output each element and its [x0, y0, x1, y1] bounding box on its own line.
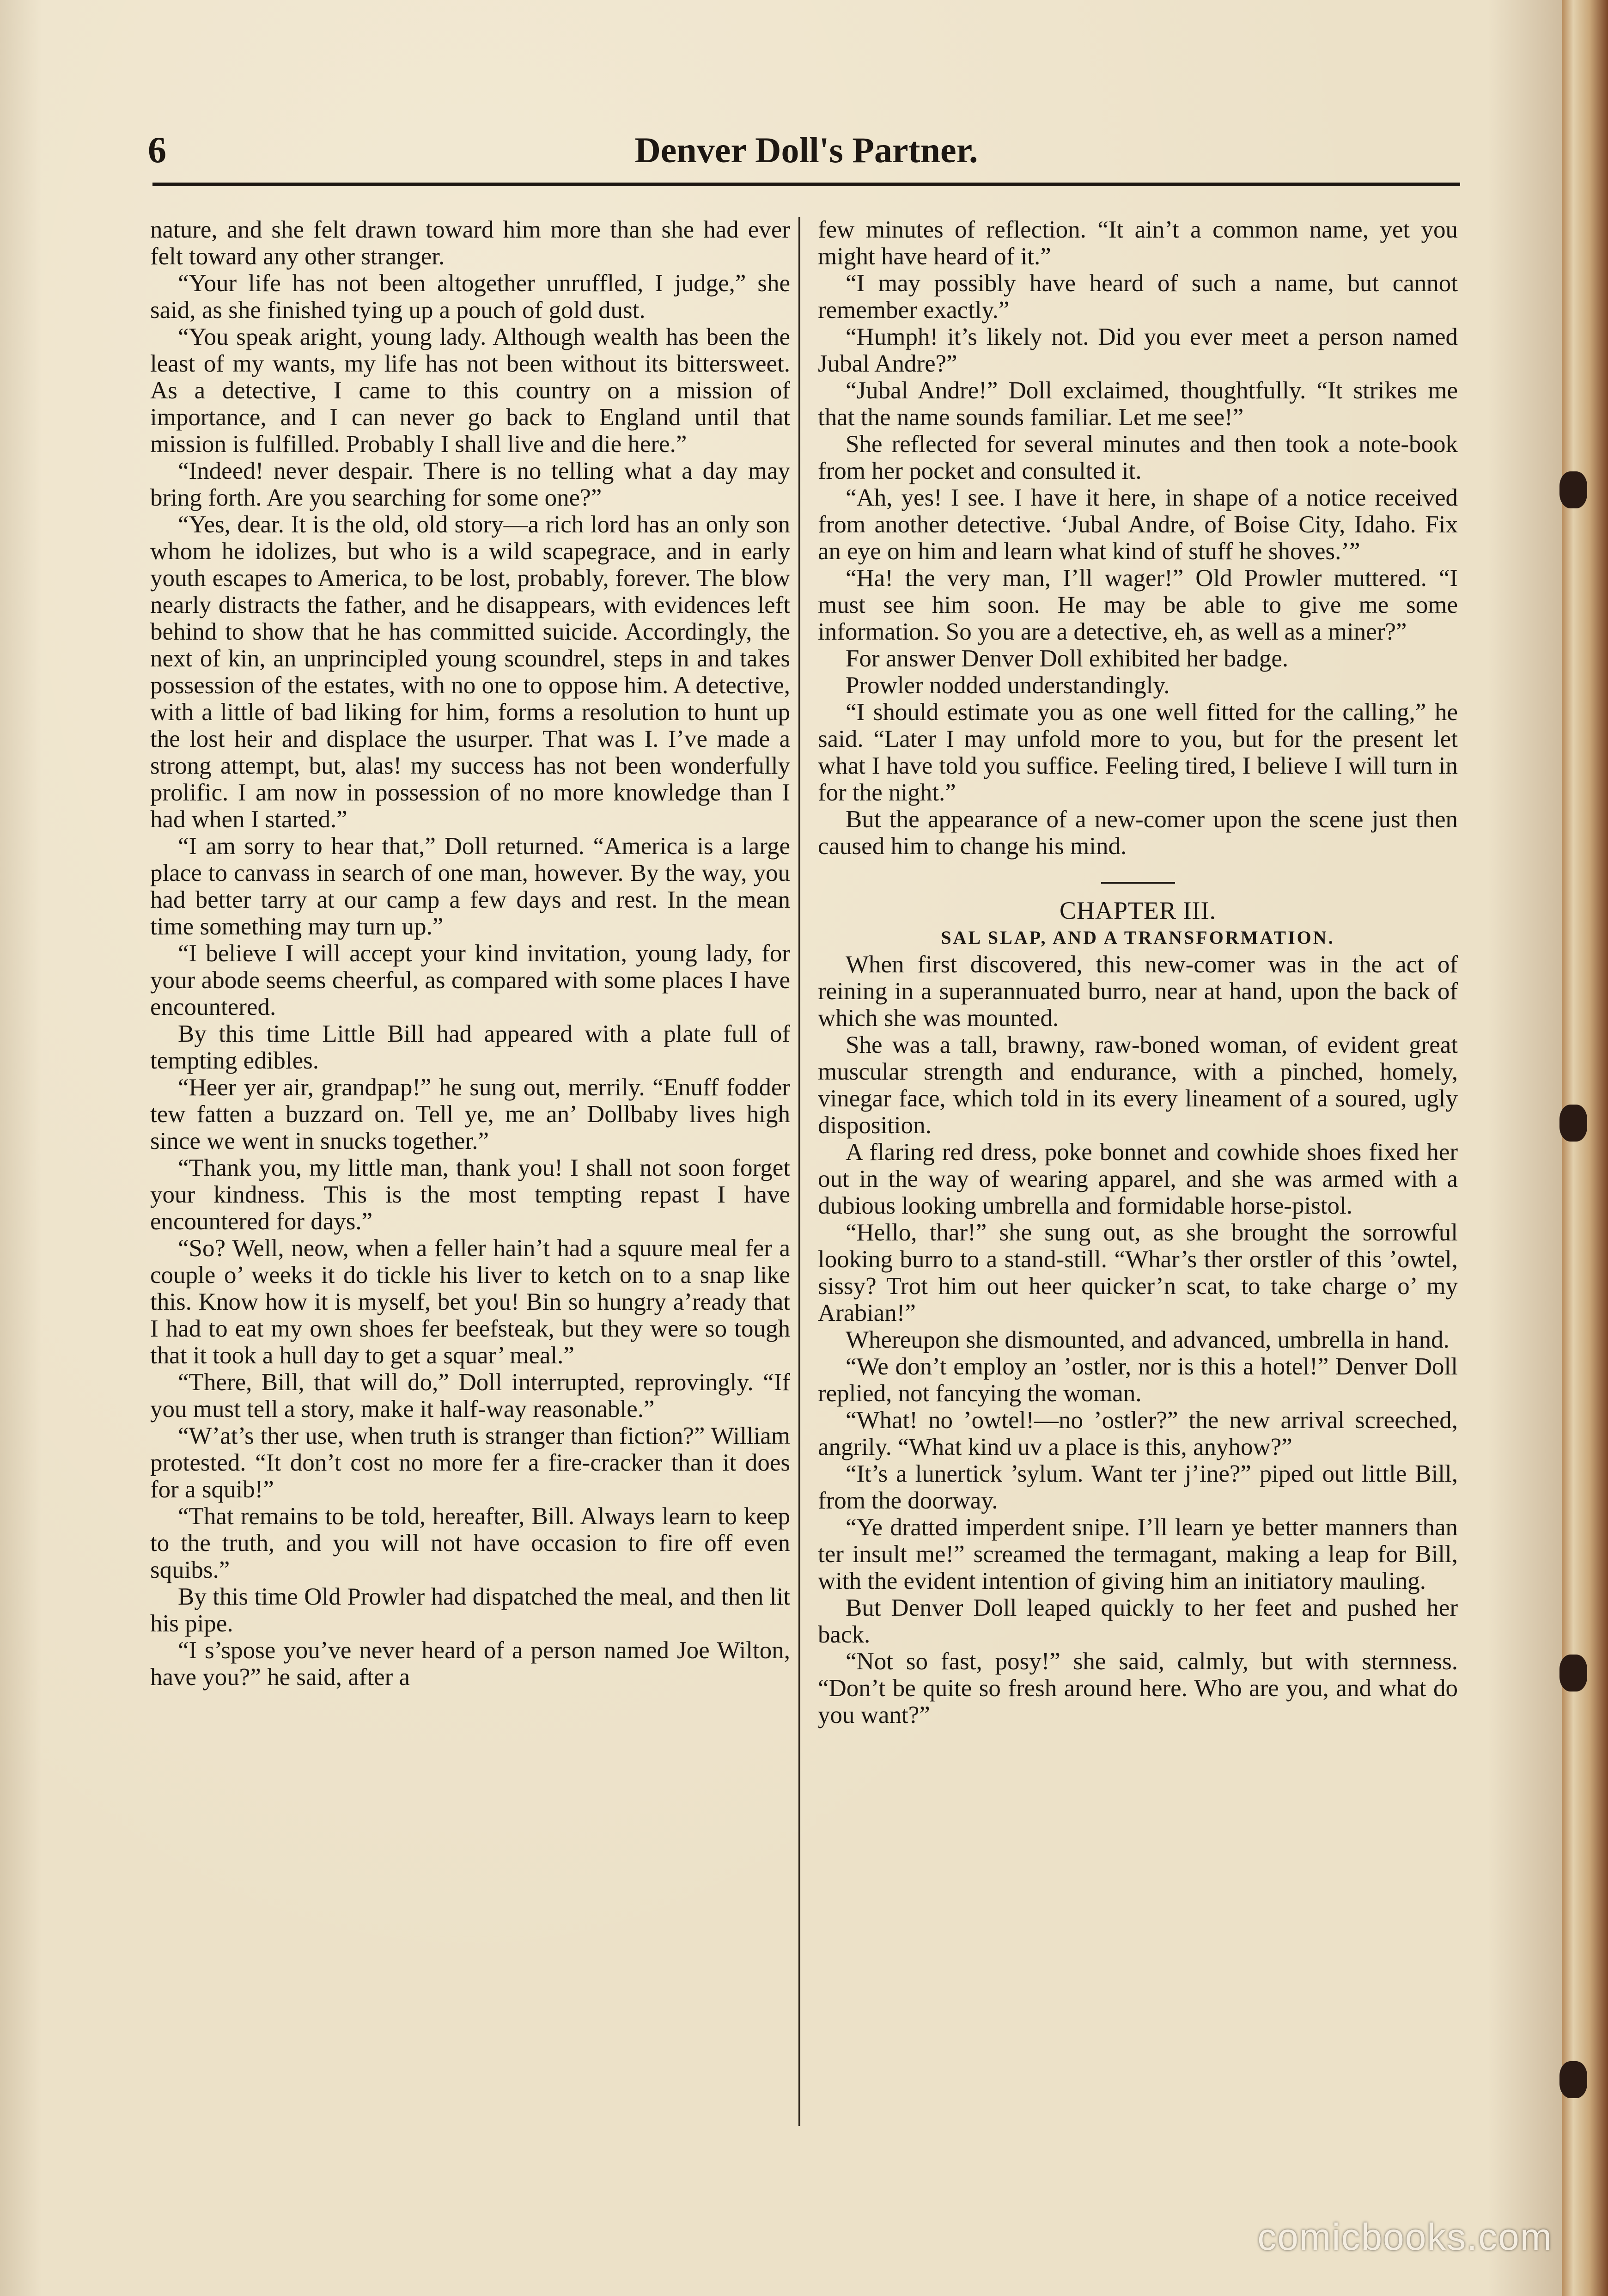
paragraph: “I am sorry to hear that,” Doll returned. “America is a large place to canvass in search of one man, however. By the way, you had better tarry at our camp a few days and rest. In the mean time something may turn up.” — [150, 833, 790, 940]
watermark: comicbooks.com — [1257, 2216, 1553, 2258]
right-column — [818, 216, 1458, 1728]
chapter-subtitle: SAL SLAP, AND A TRANSFORMATION. — [941, 927, 1335, 948]
binding-hole — [1559, 2061, 1587, 2098]
paragraph: “Ah, yes! I see. I have it here, in shape of a notice received from another detective. ‘Jubal Andre, of Boise City, Idaho. Fix an eye on him and learn what kind of stuff he shoves.’” — [818, 484, 1458, 565]
paragraph: “I believe I will accept your kind invitation, young lady, for your abode seems cheerful, as compared with some places I have encountered. — [150, 940, 790, 1020]
paragraph: “We don’t employ an ’ostler, nor is this a hotel!” Denver Doll replied, not fancying the woman. — [818, 1353, 1458, 1407]
paragraph: Whereupon she dismounted, and advanced, umbrella in hand. — [846, 1326, 1450, 1353]
left-column — [150, 216, 790, 1691]
paragraph: When first discovered, this new-comer was in the act of reining in a superannuated burro, near at hand, upon the back of which she was mounted. — [818, 951, 1458, 1032]
paragraph: By this time Little Bill had appeared with a plate full of tempting edibles. — [150, 1020, 790, 1074]
column-divider — [798, 217, 800, 2126]
binding-hole — [1559, 1105, 1587, 1142]
page-header — [148, 129, 1465, 180]
paragraph: “Indeed! never despair. There is no telling what a day may bring forth. Are you searching for some one?” — [150, 458, 790, 511]
paragraph: By this time Old Prowler had dispatched the meal, and then lit his pipe. — [150, 1583, 790, 1637]
paragraph: “Ha! the very man, I’ll wager!” Old Prowler muttered. “I must see him soon. He may be able to give me some information. So you are a detective, eh, as well as a miner?” — [818, 565, 1458, 645]
paragraph: “Your life has not been altogether unruffled, I judge,” she said, as she finished tying up a pouch of gold dust. — [150, 270, 790, 324]
chapter-title: CHAPTER III. — [1060, 897, 1216, 924]
binding-hole — [1559, 1655, 1587, 1691]
paragraph: She reflected for several minutes and then took a note-book from her pocket and consulted it. — [818, 431, 1458, 484]
paragraph: For answer Denver Doll exhibited her badge. — [846, 645, 1289, 672]
paragraph: “Heer yer air, grandpap!” he sung out, merrily. “Enuff fodder tew fatten a buzzard on. Tell ye, me an’ Dollbaby lives high since we went in snucks together.” — [150, 1074, 790, 1154]
paragraph: A flaring red dress, poke bonnet and cowhide shoes fixed her out in the way of wearing apparel, and she was armed with a dubious looking umbrella and formidable horse-pistol. — [818, 1139, 1458, 1219]
paragraph: “You speak aright, young lady. Although wealth has been the least of my wants, my life has not been without its bittersweet. As a detective, I came to this country on a mission of importance, and I can never go back to England until that mission is fulfilled. Probably I shall live and die here.” — [150, 324, 790, 458]
paragraph: “Ye dratted imperdent snipe. I’ll learn ye better manners than ter insult me!” screamed the termagant, making a leap for Bill, with the evident intention of giving him an initiatory mauling. — [818, 1514, 1458, 1594]
paragraph: “What! no ’owtel!—no ’ostler?” the new arrival screeched, angrily. “What kind uv a place is this, anyhow?” — [818, 1407, 1458, 1460]
paragraph: But Denver Doll leaped quickly to her feet and pushed her back. — [818, 1594, 1458, 1648]
paragraph: “I may possibly have heard of such a name, but cannot remember exactly.” — [818, 270, 1458, 324]
running-title: Denver Doll's Partner. — [634, 130, 978, 170]
paragraph: She was a tall, brawny, raw-boned woman, of evident great muscular strength and endurance, with a pinched, homely, vinegar face, which told in its every lineament of a soured, ugly disposition. — [818, 1032, 1458, 1139]
paragraph: But the appearance of a new-comer upon the scene just then caused him to change his mind. — [818, 806, 1458, 860]
paragraph: “Humph! it’s likely not. Did you ever meet a person named Jubal Andre?” — [818, 324, 1458, 377]
paragraph: “W’at’s ther use, when truth is stranger than fiction?” William protested. “It don’t cost no more fer a fire-cracker than it does for a squib!” — [150, 1423, 790, 1503]
paragraph: “Not so fast, posy!” she said, calmly, but with sternness. “Don’t be quite so fresh around here. Who are you, and what do you want?” — [818, 1648, 1458, 1728]
page-number: 6 — [148, 130, 166, 171]
paragraph: “I s’spose you’ve never heard of a person named Joe Wilton, have you?” he said, after a — [150, 1637, 790, 1691]
paragraph: Prowler nodded understandingly. — [846, 672, 1170, 699]
paragraph: nature, and she felt drawn toward him more than she had ever felt toward any other stranger. — [150, 216, 790, 270]
paragraph: “So? Well, neow, when a feller hain’t had a squure meal fer a couple o’ weeks it do tickle his liver to ketch on to a snap like this. Know how it is myself, bet you! Bin so hungry a’ready that I had to eat my own shoes fer beefsteak, but they were so tough that it took a hull day to get a squar’ meal.” — [150, 1235, 790, 1369]
paragraph: “I should estimate you as one well fitted for the calling,” he said. “Later I may unfold more to you, but for the present let what I have told you suffice. Feeling tired, I believe I will turn in for the night.” — [818, 699, 1458, 806]
paragraph: “Jubal Andre!” Doll exclaimed, thoughtfully. “It strikes me that the name sounds familiar. Let me see!” — [818, 377, 1458, 431]
header-rule — [152, 183, 1460, 186]
paragraph: “There, Bill, that will do,” Doll interrupted, reprovingly. “If you must tell a story, make it half-way reasonable.” — [150, 1369, 790, 1423]
paragraph: “That remains to be told, hereafter, Bill. Always learn to keep to the truth, and you will not have occasion to fire off even squibs.” — [150, 1503, 790, 1583]
paragraph: “Yes, dear. It is the old, old story—a rich lord has an only son whom he idolizes, but who is a wild scapegrace, and in early youth escapes to America, to be lost, probably, forever. The blow nearly distracts the father, and he disappears, with evidences left behind to show that he has committed suicide. Accordingly, the next of kin, an unprincipled young scoundrel, steps in and takes possession of the estates, with no one to oppose him. A detective, with a little of bad liking for him, forms a resolution to hunt up the lost heir and displace the usurper. That was I. I’ve made a strong attempt, but, alas! my success has not been wonderfully prolific. I am now in possession of no more knowledge than I had when I started.” — [150, 511, 790, 833]
chapter-rule — [1101, 882, 1175, 884]
binding-hole — [1559, 471, 1587, 508]
paragraph: few minutes of reflection. “It ain’t a common name, yet you might have heard of it.” — [818, 216, 1458, 270]
page-spine — [1562, 0, 1608, 2296]
paragraph: “It’s a lunertick ’sylum. Want ter j’ine?” piped out little Bill, from the doorway. — [818, 1460, 1458, 1514]
paragraph: “Hello, thar!” she sung out, as she brought the sorrowful looking burro to a stand-still. “Whar’s ther orstler of this ’owtel, sissy? Trot him out heer quicker’n scat, to take charge o’ my Arabian!” — [818, 1219, 1458, 1326]
paragraph: “Thank you, my little man, thank you! I shall not soon forget your kindness. This is the most tempting repast I have encountered for days.” — [150, 1154, 790, 1235]
